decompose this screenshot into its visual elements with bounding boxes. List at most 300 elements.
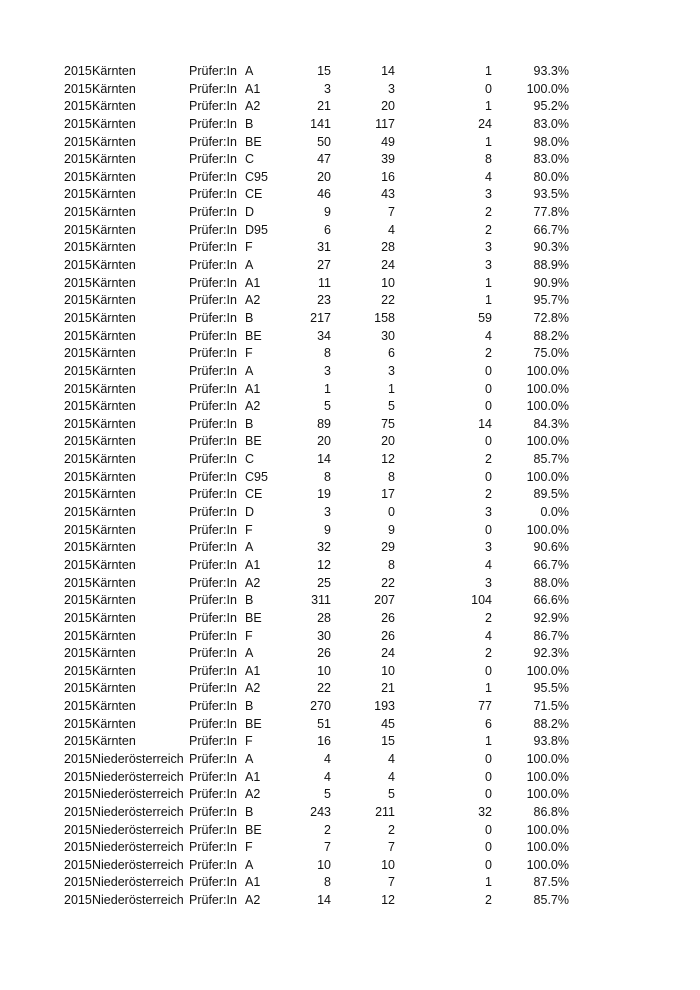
total-cell: 89 [317,416,331,431]
total-cell: 9 [324,522,331,537]
pass-rate-cell: 98.0% [533,134,569,149]
state-cell: Kärnten [92,310,136,325]
table-row [0,239,700,257]
year-cell: 2015 [64,857,92,872]
year-cell: 2015 [64,310,92,325]
pass-rate-cell: 89.5% [533,487,569,502]
year-cell: 2015 [64,275,92,290]
failed-cell: 59 [478,310,492,325]
class-cell: C95 [245,169,268,184]
state-cell: Niederösterreich [92,822,184,837]
total-cell: 270 [310,699,331,714]
data-table [0,63,700,910]
failed-cell: 0 [485,822,492,837]
year-cell: 2015 [64,840,92,855]
passed-cell: 4 [388,751,395,766]
state-cell: Kärnten [92,293,136,308]
total-cell: 5 [324,399,331,414]
table-row [0,610,700,628]
state-cell: Niederösterreich [92,769,184,784]
table-row [0,522,700,540]
table-row [0,504,700,522]
year-cell: 2015 [64,169,92,184]
role-cell: Prüfer:In [189,310,237,325]
pass-rate-cell: 100.0% [526,434,569,449]
role-cell: Prüfer:In [189,593,237,608]
year-cell: 2015 [64,363,92,378]
state-cell: Kärnten [92,575,136,590]
passed-cell: 5 [388,399,395,414]
table-row [0,786,700,804]
failed-cell: 8 [485,152,492,167]
year-cell: 2015 [64,716,92,731]
passed-cell: 5 [388,787,395,802]
failed-cell: 3 [485,540,492,555]
failed-cell: 104 [471,593,492,608]
passed-cell: 10 [381,857,395,872]
pass-rate-cell: 90.3% [533,240,569,255]
state-cell: Kärnten [92,716,136,731]
state-cell: Kärnten [92,663,136,678]
failed-cell: 0 [485,399,492,414]
pass-rate-cell: 92.9% [533,610,569,625]
class-cell: F [245,522,253,537]
total-cell: 34 [317,328,331,343]
passed-cell: 14 [381,64,395,78]
state-cell: Kärnten [92,522,136,537]
state-cell: Kärnten [92,152,136,167]
failed-cell: 3 [485,258,492,273]
year-cell: 2015 [64,434,92,449]
year-cell: 2015 [64,593,92,608]
role-cell: Prüfer:In [189,734,237,749]
pass-rate-cell: 85.7% [533,452,569,467]
role-cell: Prüfer:In [189,487,237,502]
year-cell: 2015 [64,416,92,431]
class-cell: A [245,258,254,273]
total-cell: 19 [317,487,331,502]
total-cell: 311 [311,593,331,608]
year-cell: 2015 [64,540,92,555]
role-cell: Prüfer:In [189,134,237,149]
state-cell: Kärnten [92,734,136,749]
role-cell: Prüfer:In [189,522,237,537]
role-cell: Prüfer:In [189,240,237,255]
total-cell: 7 [324,840,331,855]
total-cell: 47 [317,152,331,167]
role-cell: Prüfer:In [189,646,237,661]
class-cell: BE [245,822,262,837]
class-cell: A [245,64,254,78]
class-cell: B [245,116,254,131]
role-cell: Prüfer:In [189,769,237,784]
class-cell: C95 [245,469,268,484]
class-cell: D95 [245,222,268,237]
year-cell: 2015 [64,787,92,802]
pass-rate-cell: 90.6% [533,540,569,555]
table-row [0,804,700,822]
year-cell: 2015 [64,328,92,343]
table-row [0,292,700,310]
pass-rate-cell: 100.0% [526,469,569,484]
class-cell: A1 [245,275,261,290]
table-row [0,716,700,734]
pass-rate-cell: 100.0% [526,857,569,872]
table-row [0,381,700,399]
class-cell: A2 [245,399,261,414]
role-cell: Prüfer:In [189,81,237,96]
passed-cell: 7 [388,875,395,890]
passed-cell: 8 [388,557,395,572]
state-cell: Kärnten [92,205,136,220]
year-cell: 2015 [64,557,92,572]
role-cell: Prüfer:In [189,893,237,908]
class-cell: A1 [245,769,261,784]
table-row [0,116,700,134]
passed-cell: 49 [381,134,395,149]
role-cell: Prüfer:In [189,610,237,625]
year-cell: 2015 [64,804,92,819]
total-cell: 14 [317,452,331,467]
class-cell: A1 [245,875,261,890]
class-cell: BE [245,434,262,449]
year-cell: 2015 [64,663,92,678]
passed-cell: 16 [381,169,395,184]
total-cell: 11 [318,275,331,290]
role-cell: Prüfer:In [189,857,237,872]
year-cell: 2015 [64,346,92,361]
failed-cell: 0 [485,840,492,855]
table-row [0,81,700,99]
class-cell: F [245,734,253,749]
total-cell: 2 [324,822,331,837]
table-row [0,204,700,222]
role-cell: Prüfer:In [189,681,237,696]
total-cell: 3 [324,81,331,96]
pass-rate-cell: 86.8% [533,804,569,819]
state-cell: Kärnten [92,116,136,131]
failed-cell: 14 [478,416,492,431]
role-cell: Prüfer:In [189,381,237,396]
total-cell: 6 [324,222,331,237]
pass-rate-cell: 83.0% [533,116,569,131]
table-row [0,310,700,328]
total-cell: 217 [310,310,331,325]
total-cell: 23 [317,293,331,308]
passed-cell: 22 [381,293,395,308]
state-cell: Niederösterreich [92,787,184,802]
failed-cell: 0 [485,751,492,766]
class-cell: F [245,628,253,643]
state-cell: Kärnten [92,469,136,484]
pass-rate-cell: 88.0% [533,575,569,590]
year-cell: 2015 [64,381,92,396]
failed-cell: 2 [485,222,492,237]
year-cell: 2015 [64,152,92,167]
passed-cell: 2 [388,822,395,837]
class-cell: BE [245,610,262,625]
pass-rate-cell: 100.0% [526,381,569,396]
pass-rate-cell: 95.7% [533,293,569,308]
state-cell: Niederösterreich [92,893,184,908]
year-cell: 2015 [64,734,92,749]
pass-rate-cell: 72.8% [533,310,569,325]
class-cell: A1 [245,81,261,96]
class-cell: A2 [245,99,261,114]
state-cell: Kärnten [92,258,136,273]
class-cell: C [245,152,255,167]
passed-cell: 211 [375,804,395,819]
passed-cell: 12 [381,893,395,908]
passed-cell: 22 [381,575,395,590]
year-cell: 2015 [64,575,92,590]
pass-rate-cell: 100.0% [526,840,569,855]
pass-rate-cell: 93.3% [533,64,569,78]
class-cell: A2 [245,575,261,590]
table-row [0,698,700,716]
state-cell: Niederösterreich [92,875,184,890]
role-cell: Prüfer:In [189,699,237,714]
pass-rate-cell: 66.7% [533,557,569,572]
year-cell: 2015 [64,187,92,202]
passed-cell: 39 [381,152,395,167]
role-cell: Prüfer:In [189,152,237,167]
year-cell: 2015 [64,205,92,220]
failed-cell: 6 [485,716,492,731]
table-row [0,63,700,81]
table-row [0,151,700,169]
passed-cell: 17 [381,487,395,502]
class-cell: A [245,363,254,378]
total-cell: 21 [317,99,331,114]
failed-cell: 3 [485,240,492,255]
failed-cell: 0 [485,857,492,872]
passed-cell: 7 [388,205,395,220]
role-cell: Prüfer:In [189,751,237,766]
total-cell: 1 [324,381,331,396]
pass-rate-cell: 95.2% [533,99,569,114]
pass-rate-cell: 93.5% [533,187,569,202]
class-cell: B [245,699,254,714]
failed-cell: 1 [485,275,492,290]
table-row [0,822,700,840]
total-cell: 8 [324,346,331,361]
pass-rate-cell: 0.0% [540,505,569,520]
year-cell: 2015 [64,522,92,537]
failed-cell: 1 [485,734,492,749]
class-cell: A [245,540,254,555]
table-row [0,328,700,346]
pass-rate-cell: 92.3% [533,646,569,661]
failed-cell: 4 [485,169,492,184]
state-cell: Kärnten [92,64,136,78]
class-cell: A1 [245,557,261,572]
state-cell: Kärnten [92,99,136,114]
passed-cell: 43 [381,187,395,202]
table-row [0,257,700,275]
table-row [0,751,700,769]
table-row [0,733,700,751]
role-cell: Prüfer:In [189,469,237,484]
pass-rate-cell: 88.9% [533,258,569,273]
total-cell: 25 [317,575,331,590]
passed-cell: 10 [381,663,395,678]
total-cell: 46 [317,187,331,202]
class-cell: BE [245,716,262,731]
class-cell: A [245,751,254,766]
table-row [0,575,700,593]
class-cell: D [245,205,255,220]
total-cell: 16 [317,734,331,749]
total-cell: 26 [317,646,331,661]
total-cell: 3 [324,363,331,378]
state-cell: Kärnten [92,328,136,343]
pass-rate-cell: 100.0% [526,81,569,96]
failed-cell: 32 [478,804,492,819]
table-row [0,134,700,152]
table-row [0,645,700,663]
state-cell: Kärnten [92,416,136,431]
class-cell: B [245,804,254,819]
passed-cell: 8 [388,469,395,484]
year-cell: 2015 [64,822,92,837]
pass-rate-cell: 100.0% [526,751,569,766]
pass-rate-cell: 83.0% [533,152,569,167]
pass-rate-cell: 100.0% [526,822,569,837]
total-cell: 20 [317,434,331,449]
state-cell: Kärnten [92,275,136,290]
class-cell: A1 [245,663,261,678]
failed-cell: 4 [485,557,492,572]
total-cell: 4 [324,769,331,784]
year-cell: 2015 [64,64,92,78]
table-row [0,98,700,116]
year-cell: 2015 [64,452,92,467]
class-cell: CE [245,187,263,202]
role-cell: Prüfer:In [189,116,237,131]
passed-cell: 24 [381,646,395,661]
role-cell: Prüfer:In [189,222,237,237]
table-row [0,469,700,487]
state-cell: Kärnten [92,487,136,502]
class-cell: BE [245,134,262,149]
failed-cell: 2 [485,346,492,361]
state-cell: Kärnten [92,399,136,414]
table-row [0,592,700,610]
passed-cell: 26 [381,610,395,625]
passed-cell: 24 [381,258,395,273]
total-cell: 141 [310,116,331,131]
failed-cell: 0 [485,663,492,678]
total-cell: 5 [324,787,331,802]
pass-rate-cell: 88.2% [533,716,569,731]
role-cell: Prüfer:In [189,875,237,890]
state-cell: Kärnten [92,505,136,520]
passed-cell: 12 [381,452,395,467]
total-cell: 30 [317,628,331,643]
total-cell: 31 [317,240,331,255]
role-cell: Prüfer:In [189,258,237,273]
class-cell: A1 [245,381,261,396]
total-cell: 243 [310,804,331,819]
pass-rate-cell: 100.0% [526,522,569,537]
class-cell: B [245,310,254,325]
passed-cell: 3 [388,81,395,96]
class-cell: F [245,240,253,255]
year-cell: 2015 [64,769,92,784]
failed-cell: 1 [485,293,492,308]
failed-cell: 3 [485,575,492,590]
passed-cell: 15 [381,734,395,749]
table-row [0,275,700,293]
state-cell: Kärnten [92,610,136,625]
passed-cell: 4 [388,769,395,784]
class-cell: A2 [245,787,261,802]
total-cell: 20 [317,169,331,184]
table-row [0,345,700,363]
year-cell: 2015 [64,893,92,908]
total-cell: 4 [324,751,331,766]
role-cell: Prüfer:In [189,399,237,414]
passed-cell: 20 [381,434,395,449]
role-cell: Prüfer:In [189,452,237,467]
pass-rate-cell: 86.7% [533,628,569,643]
pass-rate-cell: 90.9% [533,275,569,290]
total-cell: 22 [317,681,331,696]
class-cell: A2 [245,293,261,308]
year-cell: 2015 [64,469,92,484]
failed-cell: 1 [485,681,492,696]
year-cell: 2015 [64,399,92,414]
class-cell: F [245,840,253,855]
role-cell: Prüfer:In [189,205,237,220]
table-row [0,769,700,787]
pass-rate-cell: 77.8% [533,205,569,220]
failed-cell: 3 [485,505,492,520]
state-cell: Kärnten [92,169,136,184]
state-cell: Kärnten [92,434,136,449]
year-cell: 2015 [64,258,92,273]
state-cell: Kärnten [92,540,136,555]
year-cell: 2015 [64,222,92,237]
total-cell: 27 [317,258,331,273]
total-cell: 10 [317,663,331,678]
state-cell: Kärnten [92,222,136,237]
class-cell: BE [245,328,262,343]
table-row [0,539,700,557]
class-cell: B [245,416,254,431]
role-cell: Prüfer:In [189,64,237,78]
role-cell: Prüfer:In [189,346,237,361]
role-cell: Prüfer:In [189,363,237,378]
failed-cell: 2 [485,646,492,661]
total-cell: 9 [324,205,331,220]
role-cell: Prüfer:In [189,169,237,184]
state-cell: Niederösterreich [92,840,184,855]
failed-cell: 0 [485,363,492,378]
year-cell: 2015 [64,81,92,96]
pass-rate-cell: 95.5% [533,681,569,696]
year-cell: 2015 [64,293,92,308]
state-cell: Kärnten [92,134,136,149]
year-cell: 2015 [64,681,92,696]
failed-cell: 0 [485,381,492,396]
pass-rate-cell: 84.3% [533,416,569,431]
total-cell: 50 [317,134,331,149]
state-cell: Kärnten [92,681,136,696]
failed-cell: 2 [485,487,492,502]
passed-cell: 0 [388,505,395,520]
